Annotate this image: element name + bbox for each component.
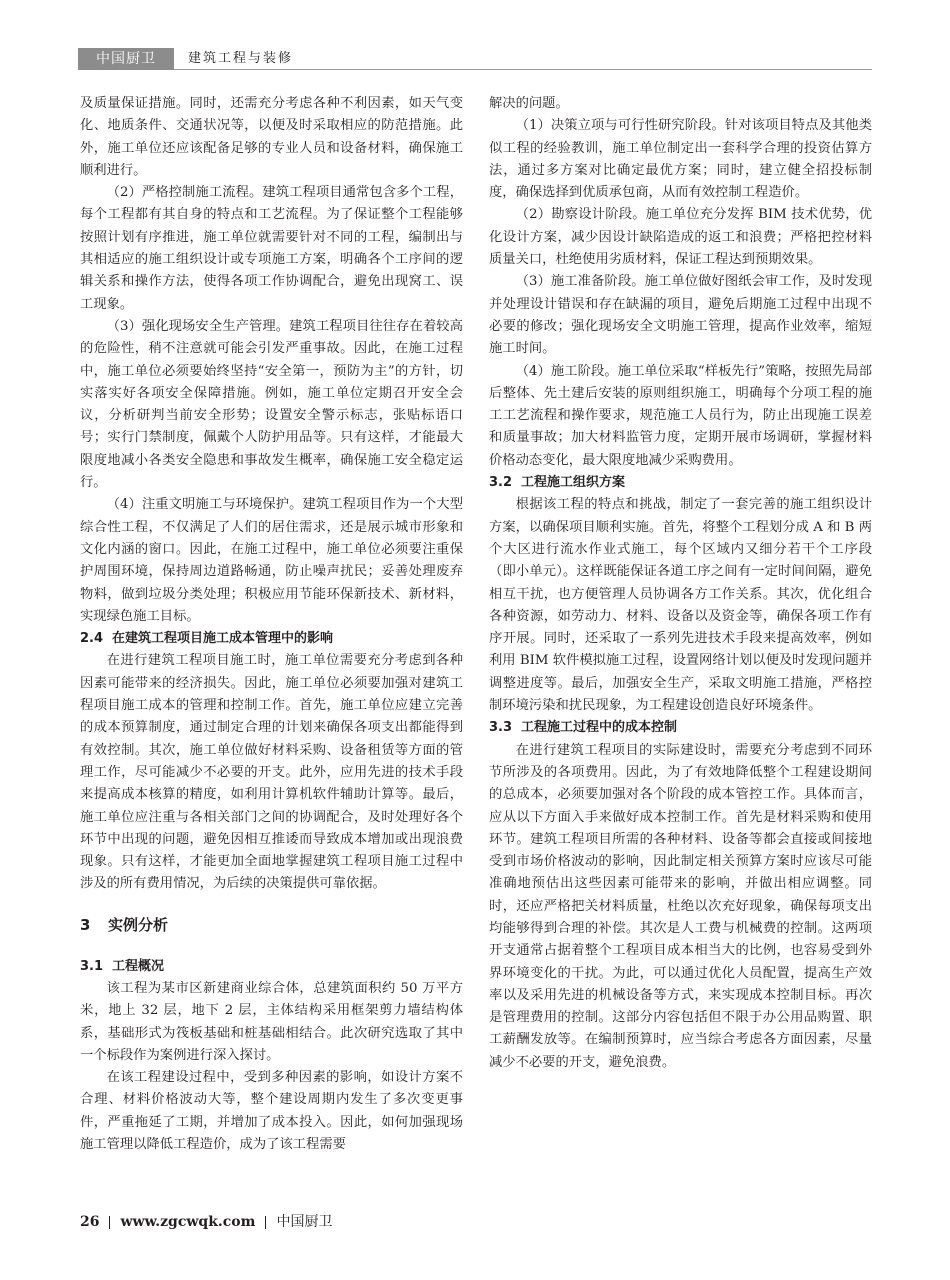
header-divider <box>174 69 872 70</box>
section-title-text: 工程施工组织方案 <box>521 475 626 491</box>
paragraph: 在该工程建设过程中，受到多种因素的影响，如设计方案不合理、材料价格波动大等，整个建设周期内发生了多次变更事件，严重拖延了工期，并增加了成本投入。因此，如何加强现场施工管理以降低工程造价，成为了该工程需要 <box>80 1070 463 1153</box>
paragraph: 该工程为某市区新建商业综合体，总建筑面积约 50 万平方米，地上 32 层，地下 2 层，主体结构采用框架剪力墙结构体系，基础形式为筏板基础和桩基础相结合。此次研究选取了其中一个标段作为案例进行深入探讨。 <box>80 980 463 1063</box>
section-heading-3-1 <box>80 956 463 978</box>
journal-name-tab: 中国厨卫 <box>78 48 174 70</box>
footer-divider <box>265 1216 266 1229</box>
left-column <box>80 93 463 1156</box>
spacer <box>80 936 463 956</box>
section-title-text: 工程概况 <box>112 958 165 974</box>
spacer <box>80 896 463 914</box>
footer-divider <box>109 1216 110 1229</box>
section-number: 3.2 <box>489 475 513 491</box>
footer-journal-name: 中国厨卫 <box>276 1214 333 1230</box>
section-heading-3 <box>80 914 463 936</box>
running-header <box>78 48 872 70</box>
page-footer <box>80 1212 332 1232</box>
section-title-text: 实例分析 <box>108 915 169 934</box>
paragraph: （4）施工阶段。施工单位采取“样板先行”策略，按照先局部后整体、先土建后安装的原则组织施工，明确每个分项工程的施工工艺流程和操作要求，规范施工人员行为，防止出现施工误差和质量事故；加大材料监管力度，定期开展市场调研，掌握材料价格动态变化，最大限度地减少采购费用。 <box>489 363 872 468</box>
section-title: 建筑工程与装修 <box>188 51 294 66</box>
section-number: 3.3 <box>489 720 513 736</box>
paragraph: （2）严格控制施工流程。建筑工程项目通常包含多个工程，每个工程都有其自身的特点和工艺流程。为了保证整个工程能够按照计划有序推进，施工单位就需要针对不同的工程，编制出与其相适应的施工组织设计或专项施工方案，明确各个工序间的逻辑关系和操作方法，使得各项工作协调配合，避免出现窝工、误工现象。 <box>80 185 463 312</box>
paragraph: （3）强化现场安全生产管理。建筑工程项目往往存在着较高的危险性，稍不注意就可能会引发严重事故。因此，在施工过程中，施工单位必须要始终坚持“安全第一，预防为主”的方针，切实落实好各项安全保障措施。例如，施工单位定期召开安全会议，分析研判当前安全形势；设置安全警示标志，张贴标语口号；实行门禁制度，佩戴个人防护用品等。只有这样，才能最大限度地减小各类安全隐患和事故发生概率，确保施工安全稳定运行。 <box>80 318 463 491</box>
section-heading-3-2 <box>489 472 872 494</box>
journal-website: www.zgcwqk.com <box>120 1214 256 1230</box>
paragraph: 在进行建筑工程项目的实际建设时，需要充分考虑到不同环节所涉及的各项费用。因此，为了有效地降低整个工程建设期间的总成本，必须要加强对各个阶段的成本管控工作。具体而言，应从以下方面入手来做好成本控制工作。首先是材料采购和使用环节。建筑工程项目所需的各种材料、设备等都会直接或间接地受到市场价格波动的影响，因此制定相关预算方案时应该尽可能准确地预估出这些因素可能带来的影响，并做出相应调整。同时，还应严格把关材料质量，杜绝以次充好现象，确保每项支出均能够得到合理的补偿。其次是人工费与机械费的控制。这两项开支通常占据着整个工程项目成本相当大的比例，也容易受到外界环境变化的干扰。为此，可以通过优化人员配置，提高生产效率以及采用先进的机械设备等方式，来实现成本控制目标。再次是管理费用的控制。这部分内容包括但不限于办公用品购置、职工薪酬发放等。在编制预算时，应当综合考虑各方面因素，尽量减少不必要的开支，避免浪费。 <box>489 742 872 1070</box>
paragraph: （1）决策立项与可行性研究阶段。针对该项目特点及其他类似工程的经验教训，施工单位制定出一套科学合理的投资估算方法，通过多方案对比确定最优方案；同时，建立健全招投标制度，确保选择到优质承包商，从而有效控制工程造价。 <box>489 118 872 201</box>
section-title-text: 工程施工过程中的成本控制 <box>521 720 678 736</box>
section-heading-3-3 <box>489 717 872 739</box>
section-number: 3.1 <box>80 958 104 974</box>
paragraph: 在进行建筑工程项目施工时，施工单位需要充分考虑到各种因素可能带来的经济损失。因此，施工单位必须要加强对建筑工程项目施工成本的管理和控制工作。首先，施工单位应建立完善的成本预算制度，通过制定合理的计划来确保各项支出都能得到有效控制。其次，施工单位做好材料采购、设备租赁等方面的管理工作，尽可能减少不必要的开支。此外，应用先进的技术手段来提高成本核算的精度，如利用计算机软件辅助计算等。最后，施工单位应注重与各相关部门之间的协调配合，及时处理好各个环节中出现的问题，避免因相互推诿而导致成本增加或出现浪费现象。只有这样，才能更加全面地掌握建筑工程项目施工过程中涉及的所有费用情况，为后续的决策提供可靠依据。 <box>80 653 463 892</box>
page-number: 26 <box>80 1214 100 1230</box>
paragraph: （4）注重文明施工与环境保护。建筑工程项目作为一个大型综合性工程，不仅满足了人们的居住需求，还是展示城市形象和文化内涵的窗口。因此，在施工过程中，施工单位必须要注重保护周围环境，保持周边道路畅通，防止噪声扰民；妥善处理废弃物料，做到垃圾分类处理；积极应用节能环保新技术、新材料，实现绿色施工目标。 <box>80 497 463 624</box>
paragraph: 及质量保证措施。同时，还需充分考虑各种不利因素，如天气变化、地质条件、交通状况等，以便及时采取相应的防范措施。此外，施工单位还应该配备足够的专业人员和设备材料，确保施工顺利进行。 <box>80 96 463 178</box>
paragraph: （2）勘察设计阶段。施工单位充分发挥 BIM 技术优势，优化设计方案，减少因设计缺陷造成的返工和浪费；严格把控材料质量关口，杜绝使用劣质材料，保证工程达到预期效果。 <box>489 207 872 268</box>
section-heading-2-4 <box>80 628 463 650</box>
section-number: 3 <box>80 915 91 934</box>
paragraph: 根据该工程的特点和挑战，制定了一套完善的施工组织设计方案，以确保项目顺利实施。首先，将整个工程划分成 A 和 B 两个大区进行流水作业式施工，每个区域内又细分若干个工序段（即小单元）。这样既能保证各道工序之间有一定时间间隔，避免相互干扰，也方便管理人员协调各方工作关系。其次，优化组合各种资源，如劳动力、材料、设备以及资金等，确保各项工作有序开展。同时，还采取了一系列先进技术手段来提高效率，例如利用 BIM 软件模拟施工过程，设置网络计划以便及时发现问题并调整进度等。最后，加强安全生产，采取文明施工措施，严格控制环境污染和扰民现象，为工程建设创造良好环境条件。 <box>489 497 872 714</box>
paragraph: 解决的问题。 <box>489 96 569 111</box>
section-number: 2.4 <box>80 631 104 647</box>
paragraph: （3）施工准备阶段。施工单位做好图纸会审工作，及时发现并处理设计错误和存在缺漏的项目，避免后期施工过程中出现不必要的修改；强化现场安全文明施工管理，提高作业效率，缩短施工时间。 <box>489 274 872 357</box>
section-title-text: 在建筑工程项目施工成本管理中的影响 <box>112 631 334 647</box>
right-column <box>489 93 872 1074</box>
